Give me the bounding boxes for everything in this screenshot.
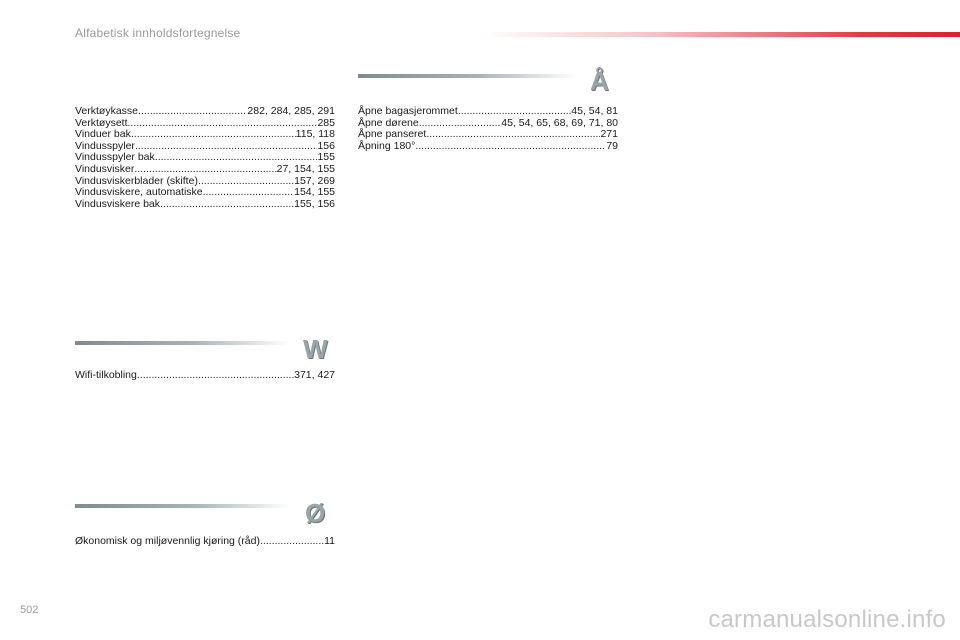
index-entry[interactable]: Vindusviskere bak ..... 155, 156: [75, 199, 335, 211]
leader-dots: [415, 141, 606, 153]
index-entry[interactable]: Åpne panseret ..... 271: [358, 129, 618, 141]
leader-dots: [128, 118, 318, 130]
leader-dots: [458, 106, 571, 118]
index-entry[interactable]: Åpne dørene ..... 45, 54, 65, 68, 69, 71, 80: [358, 118, 618, 130]
index-entry[interactable]: Åpne bagasjerommet ..... 45, 54, 81: [358, 106, 618, 118]
page-header-title: Alfabetisk innholdsfortegnelse: [75, 26, 241, 40]
header-accent-bar: [480, 32, 960, 37]
section-rule-w: [75, 341, 290, 345]
leader-dots: [198, 176, 294, 188]
watermark: carmanualsonline.info: [708, 606, 946, 633]
index-entry[interactable]: Vindusspyler ..... 156: [75, 141, 335, 153]
leader-dots: [260, 536, 324, 548]
index-section-aa: [358, 106, 618, 152]
section-letter-aa: Å: [590, 66, 609, 96]
index-entry[interactable]: Verktøykasse ..... 282, 284, 285, 291: [75, 106, 335, 118]
index-entry[interactable]: Verktøysett ..... 285: [75, 118, 335, 130]
leader-dots: [160, 199, 294, 211]
leader-dots: [426, 129, 600, 141]
leader-dots: [203, 187, 295, 199]
leader-dots: [135, 141, 318, 153]
index-section-oe: [75, 536, 335, 548]
page-number: 502: [20, 604, 39, 616]
index-entry[interactable]: Wifi-tilkobling ..... 371, 427: [75, 370, 335, 382]
index-entry[interactable]: Vinduer bak ..... 115, 118: [75, 129, 335, 141]
index-section-v: [75, 106, 335, 210]
index-entry[interactable]: Økonomisk og miljøvennlig kjøring (råd) ..... 11: [75, 536, 335, 548]
index-entry[interactable]: Åpning 180° ..... 79: [358, 141, 618, 153]
index-section-w: [75, 370, 335, 382]
section-letter-oe: Ø: [305, 498, 326, 528]
leader-dots: [131, 129, 296, 141]
index-entry[interactable]: Vindusviskere, automatiske ..... 154, 155: [75, 187, 335, 199]
index-entry[interactable]: Vindusspyler bak ..... 155: [75, 152, 335, 164]
leader-dots: [138, 106, 247, 118]
section-letter-w: W: [303, 334, 328, 364]
section-rule-oe: [75, 504, 290, 508]
leader-dots: [137, 370, 294, 382]
index-entry[interactable]: Vindusviskerblader (skifte) ..... 157, 269: [75, 176, 335, 188]
leader-dots: [134, 164, 276, 176]
leader-dots: [419, 118, 502, 130]
section-rule-aa: [358, 74, 576, 78]
index-entry[interactable]: Vindusvisker ..... 27, 154, 155: [75, 164, 335, 176]
